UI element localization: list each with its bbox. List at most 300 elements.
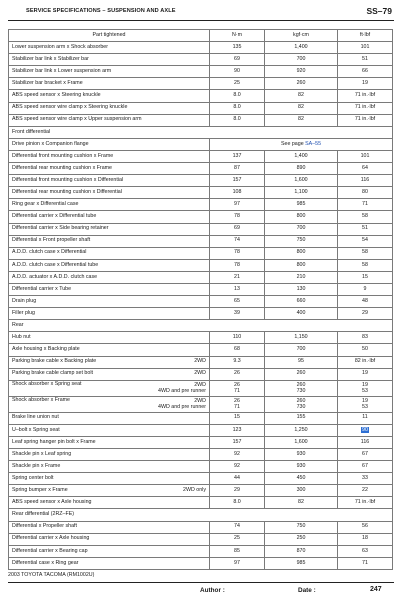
- kgfcm-value: 870: [265, 545, 338, 557]
- ftlbf-cell: [338, 90, 393, 102]
- table-row: [9, 138, 393, 150]
- ftlbf-value: 54: [362, 237, 368, 244]
- nm-value-cell: [210, 396, 265, 412]
- ftlbf-cell: [338, 533, 393, 545]
- kgfcm-value: 1,100: [265, 187, 338, 199]
- ftlbf-value: 50: [362, 346, 368, 353]
- kgfcm-value: 1,600: [265, 436, 338, 448]
- ftlbf-value: 71: [362, 559, 368, 566]
- part-name: Differential rear mounting cushion x Differential: [12, 188, 122, 195]
- part-name: Differential x Front propeller shaft: [12, 237, 91, 244]
- table-row: [9, 175, 393, 187]
- ftlbf-value: 67: [362, 450, 368, 457]
- nm-value: 90: [210, 66, 265, 78]
- nm-value: 85: [210, 545, 265, 557]
- table-row: [9, 485, 393, 497]
- nm-value: 108: [210, 187, 265, 199]
- part-name-cell: [9, 223, 210, 235]
- part-name: Differential case x Ring gear: [12, 559, 79, 566]
- kgfcm-value: 1,600: [265, 175, 338, 187]
- table-row: [9, 356, 393, 368]
- kgfcm-value: 260: [265, 368, 338, 380]
- ftlbf-value-cell: [338, 380, 393, 396]
- table-row: [9, 521, 393, 533]
- table-row: [9, 235, 393, 247]
- column-header-nm: N·m: [210, 30, 265, 42]
- kgfcm-value: 920: [265, 66, 338, 78]
- table-row: [9, 199, 393, 211]
- kgfcm-value: 450: [265, 473, 338, 485]
- reference-link[interactable]: SA–55: [305, 140, 322, 147]
- table-row: [9, 90, 393, 102]
- part-name-cell: [9, 308, 210, 320]
- ftlbf-value: 58: [362, 213, 368, 220]
- kgfcm-value: 300: [265, 485, 338, 497]
- part-name-cell: [9, 90, 210, 102]
- part-name-cell: [9, 356, 210, 368]
- part-name: Differential front mounting cushion x Differential: [12, 176, 124, 183]
- ftlbf-value: 19: [362, 80, 368, 87]
- part-name-cell: [9, 175, 210, 187]
- kgfcm-value: 750: [265, 235, 338, 247]
- ftlbf-cell: [338, 247, 393, 259]
- part-name: ABS speed sensor x Steering knuckle: [12, 92, 101, 99]
- condition-label: 4WD and pre runner: [158, 404, 206, 411]
- nm-value: 8.0: [210, 90, 265, 102]
- nm-value: 69: [210, 223, 265, 235]
- kgfcm-value: 1,400: [265, 42, 338, 54]
- ftlbf-value: 19: [362, 370, 368, 377]
- ftlbf-cell: [338, 259, 393, 271]
- part-name-cell: [9, 436, 210, 448]
- table-row: [9, 114, 393, 126]
- ftlbf-value: 9: [363, 285, 367, 292]
- nm-value: 87: [210, 163, 265, 175]
- nm-value: 29: [210, 485, 265, 497]
- part-name: Differential rear mounting cushion x Frame: [12, 164, 112, 171]
- part-name: Brake line union nut: [12, 414, 59, 421]
- ftlbf-value: 71 in.·lbf: [354, 499, 376, 506]
- kgfcm-value: 930: [265, 461, 338, 473]
- part-name-cell: [9, 66, 210, 78]
- kgfcm-value: 750: [265, 521, 338, 533]
- kgfcm-value: 890: [265, 163, 338, 175]
- nm-value: 8.0: [210, 114, 265, 126]
- table-row: [9, 380, 393, 396]
- ftlbf-cell: [338, 308, 393, 320]
- column-header-kgfcm: kgf·cm: [265, 30, 338, 42]
- ftlbf-cell: [338, 223, 393, 235]
- nm-value: 39: [210, 308, 265, 320]
- part-name: Ring gear x Differential case: [12, 201, 79, 208]
- ftlbf-cell: [338, 163, 393, 175]
- part-name-cell: [9, 412, 210, 424]
- part-name: Stabilizer bar link x Lower suspension arm: [12, 68, 112, 75]
- ftlbf-value: 63: [362, 547, 368, 554]
- part-name-cell: [9, 283, 210, 295]
- part-name: Hub nut: [12, 334, 31, 341]
- author-label: Author :: [200, 587, 225, 594]
- ftlbf-cell: [338, 78, 393, 90]
- ftlbf-value: 64: [362, 164, 368, 171]
- ftlbf-cell: [338, 211, 393, 223]
- ftlbf-cell: [338, 296, 393, 308]
- part-name-cell: [9, 545, 210, 557]
- part-name: Drive pinion x Companion flange: [12, 140, 89, 147]
- ftlbf-value: 11: [362, 414, 368, 421]
- ftlbf-cell: [338, 66, 393, 78]
- condition-label: 4WD and pre runner: [158, 388, 206, 395]
- ftlbf-value: 116: [360, 176, 370, 183]
- condition-label: 2WD: [194, 382, 206, 389]
- ftlbf-value: 18: [362, 535, 368, 542]
- ftlbf-cell: [338, 356, 393, 368]
- kgfcm-value-cell: [265, 380, 338, 396]
- part-name: A.D.D. clutch case x Differential: [12, 249, 87, 256]
- ftlbf-value: 80: [362, 188, 368, 195]
- table-body: [9, 42, 393, 570]
- table-row: [9, 396, 393, 412]
- ftlbf-value: 48: [362, 297, 368, 304]
- table-row: [9, 247, 393, 259]
- nm-value: 26: [210, 368, 265, 380]
- part-name: Differential carrier x Side bearing retainer: [12, 225, 109, 232]
- nm-value: 92: [210, 461, 265, 473]
- nm-value: 44: [210, 473, 265, 485]
- part-name: Drain plug: [12, 297, 37, 304]
- kgfcm-value: 400: [265, 308, 338, 320]
- kgfcm-value: 155: [265, 412, 338, 424]
- table-row: [9, 283, 393, 295]
- ftlbf-value: 90: [362, 426, 368, 433]
- table-row: [9, 126, 393, 138]
- footer-rule: [8, 582, 394, 583]
- kgfcm-value: 700: [265, 344, 338, 356]
- ftlbf-value: 19: [362, 398, 368, 405]
- kgfcm-value: 1,400: [265, 150, 338, 162]
- model-footer: 2003 TOYOTA TACOMA (RM1002U): [8, 572, 95, 578]
- part-name-cell: [9, 461, 210, 473]
- part-name-cell: [9, 344, 210, 356]
- part-name-cell: [9, 271, 210, 283]
- table-row: [9, 102, 393, 114]
- part-name: A.D.D. clutch case x Differential tube: [12, 261, 99, 268]
- part-name-cell: [9, 114, 210, 126]
- table-row: [9, 259, 393, 271]
- part-name: Lower suspension arm x Shock absorber: [12, 43, 108, 50]
- table-row: [9, 509, 393, 521]
- part-name-cell: [9, 521, 210, 533]
- ftlbf-cell: [338, 449, 393, 461]
- part-name-cell: [9, 396, 210, 412]
- part-name-cell: [9, 235, 210, 247]
- ftlbf-cell: [338, 412, 393, 424]
- part-name-cell: [9, 533, 210, 545]
- part-name-cell: [9, 332, 210, 344]
- table-row: [9, 424, 393, 436]
- part-name: Spring center bolt: [12, 474, 54, 481]
- ftlbf-value: 15: [362, 273, 368, 280]
- table-row: [9, 412, 393, 424]
- part-name: Shackle pin x Leaf spring: [12, 450, 72, 457]
- ftlbf-cell: [338, 235, 393, 247]
- kgfcm-value: 130: [265, 283, 338, 295]
- part-name-cell: [9, 497, 210, 509]
- ftlbf-cell: [338, 521, 393, 533]
- kgfcm-value-cell: [265, 396, 338, 412]
- nm-value: 123: [210, 424, 265, 436]
- nm-value-cell: [210, 380, 265, 396]
- nm-value: 92: [210, 449, 265, 461]
- page-number: 247: [370, 586, 382, 593]
- ftlbf-cell: [338, 332, 393, 344]
- nm-value: 25: [210, 533, 265, 545]
- table-row: [9, 461, 393, 473]
- table-row: [9, 545, 393, 557]
- ftlbf-value: 71 in.·lbf: [354, 92, 376, 99]
- ftlbf-value: 56: [362, 523, 368, 530]
- ftlbf-cell: [338, 436, 393, 448]
- kgfcm-value: 82: [265, 497, 338, 509]
- kgfcm-value: 730: [296, 404, 306, 411]
- part-name: Differential carrier x Tube: [12, 285, 72, 292]
- table-row: [9, 473, 393, 485]
- part-name: U–bolt x Spring seat: [12, 426, 60, 433]
- ftlbf-value: 116: [360, 438, 370, 445]
- torque-spec-table: [8, 29, 393, 570]
- nm-value: 8.0: [210, 497, 265, 509]
- part-name: Differential x Propeller shaft: [12, 523, 77, 530]
- ftlbf-cell: [338, 114, 393, 126]
- ftlbf-value: 101: [360, 43, 370, 50]
- ftlbf-cell: [338, 461, 393, 473]
- ftlbf-value: 53: [362, 388, 368, 395]
- part-name: Shock absorber x Spring seat: [12, 381, 82, 388]
- table-row: [9, 223, 393, 235]
- kgfcm-value: 800: [265, 247, 338, 259]
- nm-value: 26: [234, 398, 240, 405]
- part-name: Stabilizer bar link x Stabilizer bar: [12, 55, 89, 62]
- part-name-cell: [9, 187, 210, 199]
- ftlbf-cell: [338, 545, 393, 557]
- part-name: Spring bumper x Frame: [12, 487, 68, 494]
- part-name-cell: [9, 78, 210, 90]
- ftlbf-value-cell: [338, 396, 393, 412]
- ftlbf-value: 33: [362, 474, 368, 481]
- part-name-cell: [9, 296, 210, 308]
- nm-value: 78: [210, 211, 265, 223]
- part-name-cell: [9, 259, 210, 271]
- part-name: Parking brake cable clamp set bolt: [12, 370, 93, 377]
- kgfcm-value: 800: [265, 211, 338, 223]
- ftlbf-value: 71 in.·lbf: [354, 116, 376, 123]
- ftlbf-cell: [338, 187, 393, 199]
- ftlbf-cell: [338, 485, 393, 497]
- kgfcm-value: 260: [265, 78, 338, 90]
- table-row: [9, 187, 393, 199]
- section-heading: Front differential: [9, 126, 393, 138]
- nm-value: 157: [210, 175, 265, 187]
- ftlbf-value: 19: [362, 382, 368, 389]
- ftlbf-cell: [338, 368, 393, 380]
- table-row: [9, 150, 393, 162]
- part-name-cell: [9, 42, 210, 54]
- table-row: [9, 308, 393, 320]
- page-code: SS–79: [366, 6, 392, 16]
- nm-value: 65: [210, 296, 265, 308]
- section-title: SERVICE SPECIFICATIONS – SUSPENSION AND AXLE: [26, 8, 176, 14]
- ftlbf-value: 83: [362, 334, 368, 341]
- header-rule: [8, 20, 394, 21]
- part-name: Stabilizer bar bracket x Frame: [12, 80, 83, 87]
- ftlbf-cell: [338, 102, 393, 114]
- part-name: Filler plug: [12, 309, 35, 316]
- table-row: [9, 296, 393, 308]
- kgfcm-value: 82: [265, 114, 338, 126]
- ftlbf-value: 71: [362, 201, 368, 208]
- nm-value: 13: [210, 283, 265, 295]
- table-row: [9, 54, 393, 66]
- part-name-cell: [9, 247, 210, 259]
- nm-value: 68: [210, 344, 265, 356]
- section-heading: Rear differential (2RZ–FE): [9, 509, 393, 521]
- nm-value: 78: [210, 247, 265, 259]
- part-name-cell: [9, 368, 210, 380]
- column-header-ftlbf: ft·lbf: [338, 30, 393, 42]
- ftlbf-cell: [338, 283, 393, 295]
- condition-label: 2WD: [194, 370, 206, 377]
- table-row: [9, 78, 393, 90]
- ftlbf-value: 53: [362, 404, 368, 411]
- nm-value: 21: [210, 271, 265, 283]
- kgfcm-value: 260: [296, 382, 306, 389]
- column-header-part: Part tightened: [9, 30, 210, 42]
- part-name: Shock absorber x Frame: [12, 397, 70, 404]
- part-name: Differential front mounting cushion x Frame: [12, 152, 114, 159]
- table-row: [9, 66, 393, 78]
- ftlbf-cell: [338, 497, 393, 509]
- part-name-cell: [9, 473, 210, 485]
- date-label: Date :: [298, 587, 316, 594]
- kgfcm-value: 700: [265, 54, 338, 66]
- part-name-cell: [9, 199, 210, 211]
- ftlbf-value: 71 in.·lbf: [354, 104, 376, 111]
- ftlbf-cell: [338, 199, 393, 211]
- kgfcm-value: 660: [265, 296, 338, 308]
- kgfcm-value: 800: [265, 259, 338, 271]
- part-name: ABS speed sensor wire clamp x Steering knuckle: [12, 104, 128, 111]
- nm-value: 74: [210, 235, 265, 247]
- page-header: [8, 6, 394, 20]
- nm-value: 26: [234, 382, 240, 389]
- part-name: ABS speed sensor wire clamp x Upper suspension arm: [12, 116, 142, 123]
- part-name-cell: [9, 485, 210, 497]
- nm-value: 135: [210, 42, 265, 54]
- ftlbf-cell: [338, 557, 393, 569]
- nm-value: 71: [234, 404, 240, 411]
- kgfcm-value: 985: [265, 557, 338, 569]
- kgfcm-value: 95: [265, 356, 338, 368]
- ftlbf-value: 101: [360, 152, 370, 159]
- ftlbf-value: 82 in.·lbf: [354, 358, 376, 365]
- table-row: [9, 332, 393, 344]
- nm-value: 97: [210, 199, 265, 211]
- ftlbf-cell: [338, 175, 393, 187]
- part-name: Axle housing x Backing plate: [12, 346, 80, 353]
- ftlbf-cell: [338, 150, 393, 162]
- part-name-cell: [9, 449, 210, 461]
- ftlbf-cell: [338, 473, 393, 485]
- nm-value: 78: [210, 259, 265, 271]
- reference-cell: [210, 138, 393, 150]
- nm-value: 74: [210, 521, 265, 533]
- nm-value: 25: [210, 78, 265, 90]
- kgfcm-value: 930: [265, 449, 338, 461]
- part-name-cell: [9, 211, 210, 223]
- condition-stack: [158, 398, 206, 410]
- table-row: [9, 497, 393, 509]
- part-name: Differential carrier x Bearing cap: [12, 547, 88, 554]
- table-row: [9, 211, 393, 223]
- ftlbf-value: 67: [362, 462, 368, 469]
- nm-value: 15: [210, 412, 265, 424]
- ftlbf-value: 51: [362, 55, 368, 62]
- ftlbf-cell: [338, 424, 393, 436]
- ftlbf-cell: [338, 42, 393, 54]
- table-row: [9, 533, 393, 545]
- nm-value: 9.3: [210, 356, 265, 368]
- table-row: [9, 557, 393, 569]
- nm-value: 8.0: [210, 102, 265, 114]
- kgfcm-value: 985: [265, 199, 338, 211]
- table-row: [9, 42, 393, 54]
- condition-label: 2WD: [194, 398, 206, 405]
- table-row: [9, 436, 393, 448]
- part-name-cell: [9, 163, 210, 175]
- ftlbf-cell: [338, 271, 393, 283]
- part-name: Differential carrier x Differential tube: [12, 213, 97, 220]
- ftlbf-value: 58: [362, 249, 368, 256]
- kgfcm-value: 82: [265, 102, 338, 114]
- condition-stack: [158, 382, 206, 394]
- part-name-cell: [9, 557, 210, 569]
- kgfcm-value: 1,150: [265, 332, 338, 344]
- kgfcm-value: 1,250: [265, 424, 338, 436]
- part-name: Parking brake cable x Backing plate: [12, 358, 97, 365]
- ftlbf-value: 29: [362, 309, 368, 316]
- table-row: [9, 449, 393, 461]
- part-name-cell: [9, 424, 210, 436]
- nm-value: 69: [210, 54, 265, 66]
- part-name: Shackle pin x Frame: [12, 462, 61, 469]
- part-name-cell: [9, 54, 210, 66]
- part-name: Differential carrier x Axle housing: [12, 535, 90, 542]
- table-row: [9, 163, 393, 175]
- part-name-cell: [9, 380, 210, 396]
- part-name-cell: [9, 150, 210, 162]
- nm-value: 137: [210, 150, 265, 162]
- nm-value: 97: [210, 557, 265, 569]
- nm-value: 71: [234, 388, 240, 395]
- part-name: A.D.D. actuator x A.D.D. clutch case: [12, 273, 98, 280]
- part-name-cell: [9, 138, 210, 150]
- table-row: [9, 344, 393, 356]
- ftlbf-value: 66: [362, 68, 368, 75]
- kgfcm-value: 82: [265, 90, 338, 102]
- kgfcm-value: 730: [296, 388, 306, 395]
- part-name: ABS speed sensor x Axle housing: [12, 499, 92, 506]
- ftlbf-value: 51: [362, 225, 368, 232]
